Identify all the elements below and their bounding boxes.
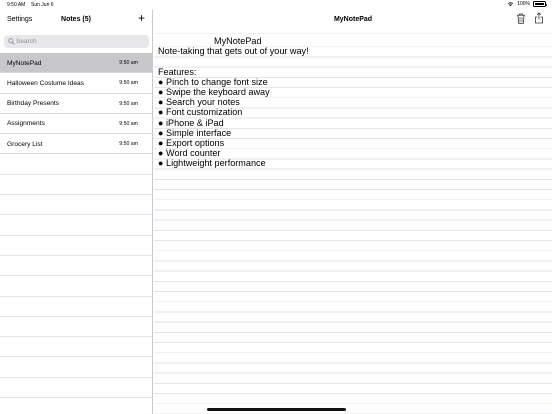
- feature-item: ● Export options: [158, 138, 225, 149]
- note-time: 9:50 am: [119, 141, 138, 148]
- note-detail: [154, 10, 552, 414]
- list-item[interactable]: [0, 134, 152, 154]
- battery-percent: 100%: [517, 1, 530, 7]
- notes-count-title: Notes (5): [61, 16, 91, 23]
- home-indicator[interactable]: [207, 408, 346, 411]
- feature-item: ● Pinch to change font size: [158, 76, 268, 87]
- note-time: 9:50 am: [119, 120, 138, 127]
- search-bar[interactable]: [4, 35, 149, 48]
- feature-item: ● Swipe the keyboard away: [158, 87, 270, 97]
- note-time: 9:50 am: [119, 100, 138, 107]
- list-item[interactable]: [0, 53, 152, 73]
- status-date: Sun Jun 6: [31, 2, 54, 8]
- feature-item: ● Simple interface: [158, 127, 232, 138]
- note-list: [0, 53, 152, 414]
- features-heading: Features:: [158, 66, 197, 77]
- note-tagline: Note-taking that gets out of your way!: [158, 46, 309, 57]
- note-title: Grocery List: [7, 140, 43, 148]
- note-title: MyNotePad: [7, 59, 42, 67]
- battery-icon: [533, 1, 546, 7]
- feature-item: ● Font customization: [158, 107, 243, 118]
- search-input[interactable]: [16, 35, 146, 48]
- note-title: Assignments: [7, 120, 45, 128]
- note-time: 9:50 am: [119, 60, 138, 66]
- wifi-icon: [507, 1, 514, 7]
- list-item[interactable]: [0, 73, 152, 93]
- search-icon: [8, 38, 15, 45]
- sidebar-header: [0, 10, 152, 32]
- note-editor[interactable]: [154, 33, 552, 414]
- status-time: 9:50 AM: [7, 2, 26, 8]
- status-bar: [0, 0, 552, 10]
- add-note-button[interactable]: +: [137, 11, 145, 25]
- feature-item: ● Search your notes: [158, 97, 240, 108]
- note-heading: MyNotePad: [214, 36, 262, 46]
- settings-button[interactable]: Settings: [7, 16, 33, 23]
- status-indicators: [507, 1, 546, 7]
- list-item[interactable]: [0, 94, 152, 114]
- list-item[interactable]: [0, 114, 152, 134]
- feature-item: ● Lightweight performance: [158, 158, 266, 169]
- share-icon[interactable]: [534, 12, 544, 24]
- feature-item: ● Word counter: [158, 148, 221, 159]
- trash-icon[interactable]: [516, 13, 526, 24]
- detail-header: [154, 10, 552, 32]
- feature-item: ● iPhone & iPad: [158, 117, 224, 128]
- note-time: 9:50 am: [119, 80, 138, 87]
- note-title: Halloween Costume Ideas: [7, 79, 84, 87]
- blank-line: [158, 56, 309, 66]
- empty-list-rows: [0, 154, 152, 414]
- sidebar: [0, 10, 153, 414]
- note-title: Birthday Presents: [7, 100, 60, 108]
- note-body: [158, 36, 309, 169]
- page-title: MyNotePad: [333, 16, 373, 23]
